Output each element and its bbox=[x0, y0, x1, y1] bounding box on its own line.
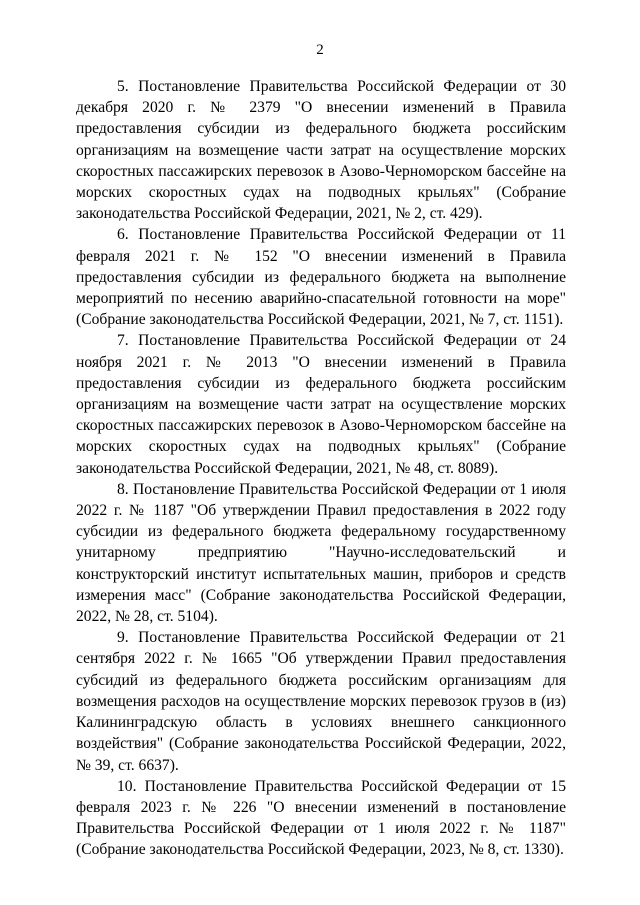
page-number: 2 bbox=[316, 42, 324, 58]
list-item-9: 9. Постановление Правительства Российской Федерации от 21 сентября 2022 г. № 1665 "Об утверждении Правил предоставления субсидий из федерального бюджета российским организациям для возмещения расходов на осуществление морских перевозок грузов в (из) Калининградскую область в условиях внешнего санкционного воздействия" (Собрание законодательства Российской Федерации, 2022, № 39, ст. 6637). bbox=[76, 629, 566, 774]
list-item-10: 10. Постановление Правительства Российской Федерации от 15 февраля 2023 г. № 226 "О внесении изменений в постановление Правительства Российской Федерации от 1 июля 2022 г. № 1187" (Собрание законодательства Российской Федерации, 2023, № 8, ст. 1330). bbox=[76, 777, 566, 859]
list-item-7: 7. Постановление Правительства Российской Федерации от 24 ноября 2021 г. № 2013 "О внесении изменений в Правила предоставления субсидии из федерального бюджета российским организациям на возмещение части затрат на осуществление морских скоростных пассажирских перевозок в Азово-Черноморском бассейне на морских скоростных судах на подводных крыльях" (Собрание законодательства Российской Федерации, 2021, № 48, ст. 8089). bbox=[76, 332, 566, 477]
list-item-6: 6. Постановление Правительства Российской Федерации от 11 февраля 2021 г. № 152 "О внесении изменений в Правила предоставления субсидии из федерального бюджета на выполнение мероприятий по несению аварийно-спасательной готовности на море" (Собрание законодательства Российской Федерации, 2021, № 7, ст. 1151). bbox=[76, 226, 566, 329]
list-item-5: 5. Постановление Правительства Российской Федерации от 30 декабря 2020 г. № 2379 "О внесении изменений в Правила предоставления субсидии из федерального бюджета российским организациям на возмещение части затрат на осуществление морских скоростных пассажирских перевозок в Азово-Черноморском бассейне на морских скоростных судах на подводных крыльях" (Собрание законодательства Российской Федерации, 2021, № 2, ст. 429). bbox=[76, 78, 566, 223]
list-item-8: 8. Постановление Правительства Российской Федерации от 1 июля 2022 г. № 1187 "Об утверждении Правил предоставления в 2022 году субсидии из федерального бюджета федеральному государственному унитарному предприятию "Научно-исследовательский и конструкторский институт испытательных машин, приборов и средств измерения масс" (Собрание законодательства Российской Федерации, 2022, № 28, ст. 5104). bbox=[76, 480, 566, 626]
document-body bbox=[76, 76, 566, 861]
